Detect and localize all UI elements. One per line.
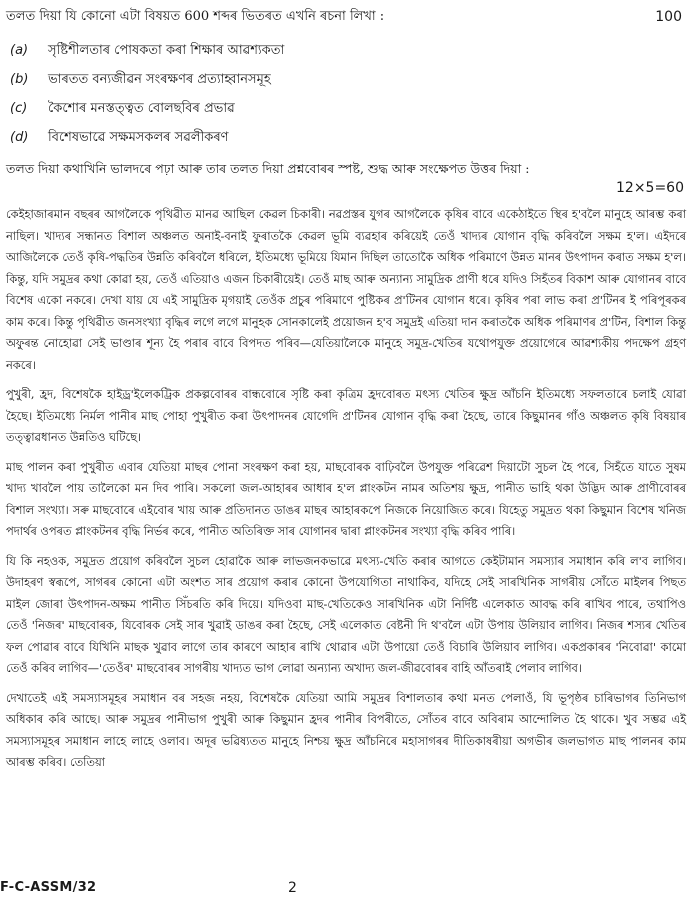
essay-topic-c <box>6 94 688 123</box>
option-label: (d) <box>10 130 29 145</box>
question-2-marks: 12×5=60 <box>616 180 684 196</box>
passage-paragraph: যি কি নহওক, সমুদ্ৰত প্ৰয়োগ কৰিবলৈ সুচল হোৱাকৈ আৰু লাভজনকভাৱে মৎস্য-খেতি কৰাৰ আগতে কেইটামান সমস্যাৰ সমাধান কৰি ল'ব লাগিব। উদাহৰণ স্বৰূপে, সাগৰৰ কোনো এটা অংশত সাৰ প্ৰয়োগ কৰাৰ কোনো উপযোগিতা নাথাকিব, যদিহে সেই সাৰখিনিক সাগৰীয় সোঁতে মাইলৰ পিছত মাইল জোৰা উৎপাদন-অক্ষম পানীত সিঁচৰতি কৰি দিয়ে। যদিওবা মাছ-খেতিকেও সাৰখিনিক এটা নিৰ্দিষ্ট এলেকাত আবদ্ধ কৰি ৰাখিব পাৰে, তথাপিও তেওঁ 'নিজৰ' মাছবোৰক, যিবোৰক সেই সাৰ খুৱাই ডাঙৰ কৰা হৈছে, সেই এলেকাত বেষ্টনী দি থ'বলৈ এটা উপায় উলিয়াব লাগিব। নিজৰ শস্যৰ খেতিৰ ফল পোৱাৰ বাবে যিখিনি মাছক খুৱাব লাগে তাৰ কাৰণে আহাৰ ৰাখি থোৱাৰ এটা উপায়ো তেওঁ বিচাৰি উলিয়াব লাগিব। একপ্ৰকাৰৰ 'নিবোৱা' কামো তেওঁ কৰিব লাগিব—'তেওঁৰ' মাছবোৰৰ সাগৰীয় খাদ্যত ভাগ লোৱা অন্যান্য অখাদ্য জল-জীৱবোৰৰ বাহি আঁতৰাই পেলাব লাগিব। <box>6 553 686 675</box>
page-number: 2 <box>288 880 297 896</box>
passage-paragraph: পুখুৰী, হ্ৰদ, বিশেষকৈ হাইড্ৰ'ইলেকট্ৰিক প্ৰকল্পবোৰৰ বান্ধবোৰে সৃষ্টি কৰা কৃত্ৰিম হ্ৰদবোৰত মৎস্য খেতিৰ ক্ষুদ্ৰ আঁচনি ইতিমধ্যে সফলতাৰে চলাই যোৱা হৈছে। ইতিমধ্যে নিৰ্মল পানীৰ মাছ পোহা পুখুৰীত কৰা উৎপাদনৰ যোগেদি প্ৰ'টিনৰ যোগান বৃদ্ধি কৰা হৈছে, তাৰে কিছুমানৰ গাঁও অঞ্চলত কৃষি বিষয়াৰ তত্ত্বাৱধানত উন্নতিও ঘটিছে। <box>6 387 686 444</box>
option-label: (c) <box>10 101 28 116</box>
option-text: বিশেষভাৱে সক্ষমসকলৰ সৱলীকৰণ <box>48 130 229 145</box>
question-2-prompt: তলত দিয়া কথাখিনি ভালদৰে পঢ়া আৰু তাৰ তলত দিয়া প্ৰশ্নবোৰৰ স্পষ্ট, শুদ্ধ আৰু সংক্ষেপত উত্তৰ দিয়া : <box>6 161 530 176</box>
essay-topic-b <box>6 65 688 94</box>
option-text: কৈশোৰ মনস্তত্ত্বত বোলছবিৰ প্ৰভাৱ <box>48 101 235 116</box>
essay-topic-a <box>6 36 688 65</box>
comprehension-passage <box>6 204 686 782</box>
passage-paragraph: দেখাতেই এই সমস্যাসমূহৰ সমাধান বৰ সহজ নহয়, বিশেষকৈ যেতিয়া আমি সমুদ্ৰৰ বিশালতাৰ কথা মনত পেলাওঁ, যি ভূপৃষ্ঠৰ চাৰিভাগৰ তিনিভাগ অধিকাৰ কৰি আছে। আৰু সমুদ্ৰৰ পানীভাগ পুখুৰী আৰু কিছুমান হ্ৰদৰ পানীৰ বিপৰীতে, সোঁতৰ বাবে অবিৰাম আন্দোলিত হৈ থাকে। খুব সম্ভৱ এই সমস্যাসমূহৰ সমাধান লাহে লাহে ওলাব। অদূৰ ভৱিষ্যতত মানুহে নিশ্চয় ক্ষুদ্ৰ আঁচনিৰে মহাসাগৰৰ দীতিকাষৰীয়া অগভীৰ জলভাগত মাছ পালনৰ কাম আৰম্ভ কৰিব। তেতিয়া <box>6 690 686 769</box>
passage-paragraph: কেইহাজাৰমান বছৰৰ আগলৈকে পৃথিৱীত মানৱ আছিল কেৱল চিকাৰী। নৱপ্ৰস্তৰ যুগৰ আগলৈকে কৃষিৰ বাবে একেঠাইতে স্থিৰ হ'বলৈ মানুহে আৰম্ভ কৰা নাছিল। খাদ্যৰ সন্ধানত বিশাল অঞ্চলত অনাই-বনাই ফুৰাতকৈ কেৱল ভূমি ব্যৱহাৰ কৰিয়েই তেওঁ খাদ্যৰ যোগান বৃদ্ধি কৰিবলৈ সক্ষম হ'ল। এইদৰে আজিলৈকে তেওঁ কৃষি-পদ্ধতিৰ উন্নতি কৰিবলৈ ধৰিলে, ইতিমধ্যে ভূমিয়ে যিমান দিছিল তাতোকৈ অধিক পৰিমাণে উন্নত মানৰ উৎপাদন কৰাত সক্ষম হ'ল। কিন্তু, যদি সমুদ্ৰৰ কথা কোৱা হয়, তেওঁ এতিয়াও এজন চিকাৰীয়েই। তেওঁ মাছ আৰু অন্যান্য সামুদ্ৰিক প্ৰাণী ধৰে যদিও সিহঁতৰ বিকাশ আৰু যোগানৰ বাবে বিশেষ একো নকৰে। দেখা যায় যে এই সামুদ্ৰিক মৃগয়াই তেওঁক প্ৰচুৰ পৰিমাণে পুষ্টিকৰ প্ৰ'টিনৰ যোগান ধৰে। কৃষিৰ পৰা লাভ কৰা প্ৰ'টিনৰ ই পৰিপূৰকৰ কাম কৰে। কিন্তু পৃথিৱীত জনসংখ্যা বৃদ্ধিৰ লগে লগে মানুহক সোনকালেই প্ৰয়োজন হ'ব সমুদ্ৰই এতিয়া দান কৰাতকৈ অধিক পৰিমাণৰ প্ৰ'টিন, বিশাল কিন্তু অফুৰন্ত নোহোৱা সেই ভাণ্ডাৰ শূন্য হৈ পৰাৰ বাবে বিপদত পৰিব—যেতিয়ালৈকে মানুহে সমুদ্ৰ-খেতিৰ যথোপযুক্ত প্ৰয়োগেৰে আৱশ্যকীয় পদক্ষেপ গ্ৰহণ নকৰে। <box>6 207 686 372</box>
question-1-prompt: তলত দিয়া যি কোনো এটা বিষয়ত 600 শব্দৰ ভিতৰত এখনি ৰচনা লিখা : <box>6 9 385 24</box>
option-label: (a) <box>10 43 29 58</box>
option-label: (b) <box>10 72 29 87</box>
option-text: ভাৰতত বন্যজীৱন সংৰক্ষণৰ প্ৰত্যাহ্বানসমূহ <box>48 72 271 87</box>
passage-paragraph: মাছ পালন কৰা পুখুৰীত এবাৰ যেতিয়া মাছৰ পোনা সংৰক্ষণ কৰা হয়, মাছবোৰক বাঢ়িবলৈ উপযুক্ত পৰিৱেশ দিয়াটো সুচল হৈ পৰে, সিহঁতে যাতে সুষম খাদ্য খাবলৈ পায় তালৈকো মন দিব পাৰি। সকলো জল-আহাৰৰ আধাৰ হ'ল প্লাংকটন নামৰ অতিশয় ক্ষুদ্ৰ, পানীত ভাহি থকা উদ্ভিদ আৰু প্ৰাণীবোৰৰ বিশাল সংখ্যা। সৰু মাছবোৰে এইবোৰ খায় আৰু প্ৰতিদানত ডাঙৰ মাছৰ আহাৰকপে নিজকে নিয়োজিত কৰে। যিহেতু সমুদ্ৰত থকা কিছুমান বিশেষ খনিজ পদাৰ্থৰ ওপৰত প্লাংকটনৰ বৃদ্ধি নিৰ্ভৰ কৰে, পানীত অতিৰিক্ত সাৰ যোগানৰ দ্বাৰা প্লাংকটনৰ সংখ্যা বৃদ্ধি কৰিব পাৰি। <box>6 459 686 538</box>
essay-topic-list <box>6 36 688 152</box>
essay-topic-d <box>6 123 688 152</box>
question-1-marks: 100 <box>655 9 682 25</box>
paper-code: F-C-ASSM/32 <box>0 880 97 895</box>
option-text: সৃষ্টিশীলতাৰ পোষকতা কৰা শিক্ষাৰ আৱশ্যকতা <box>48 43 285 58</box>
question-1-header <box>6 8 688 26</box>
